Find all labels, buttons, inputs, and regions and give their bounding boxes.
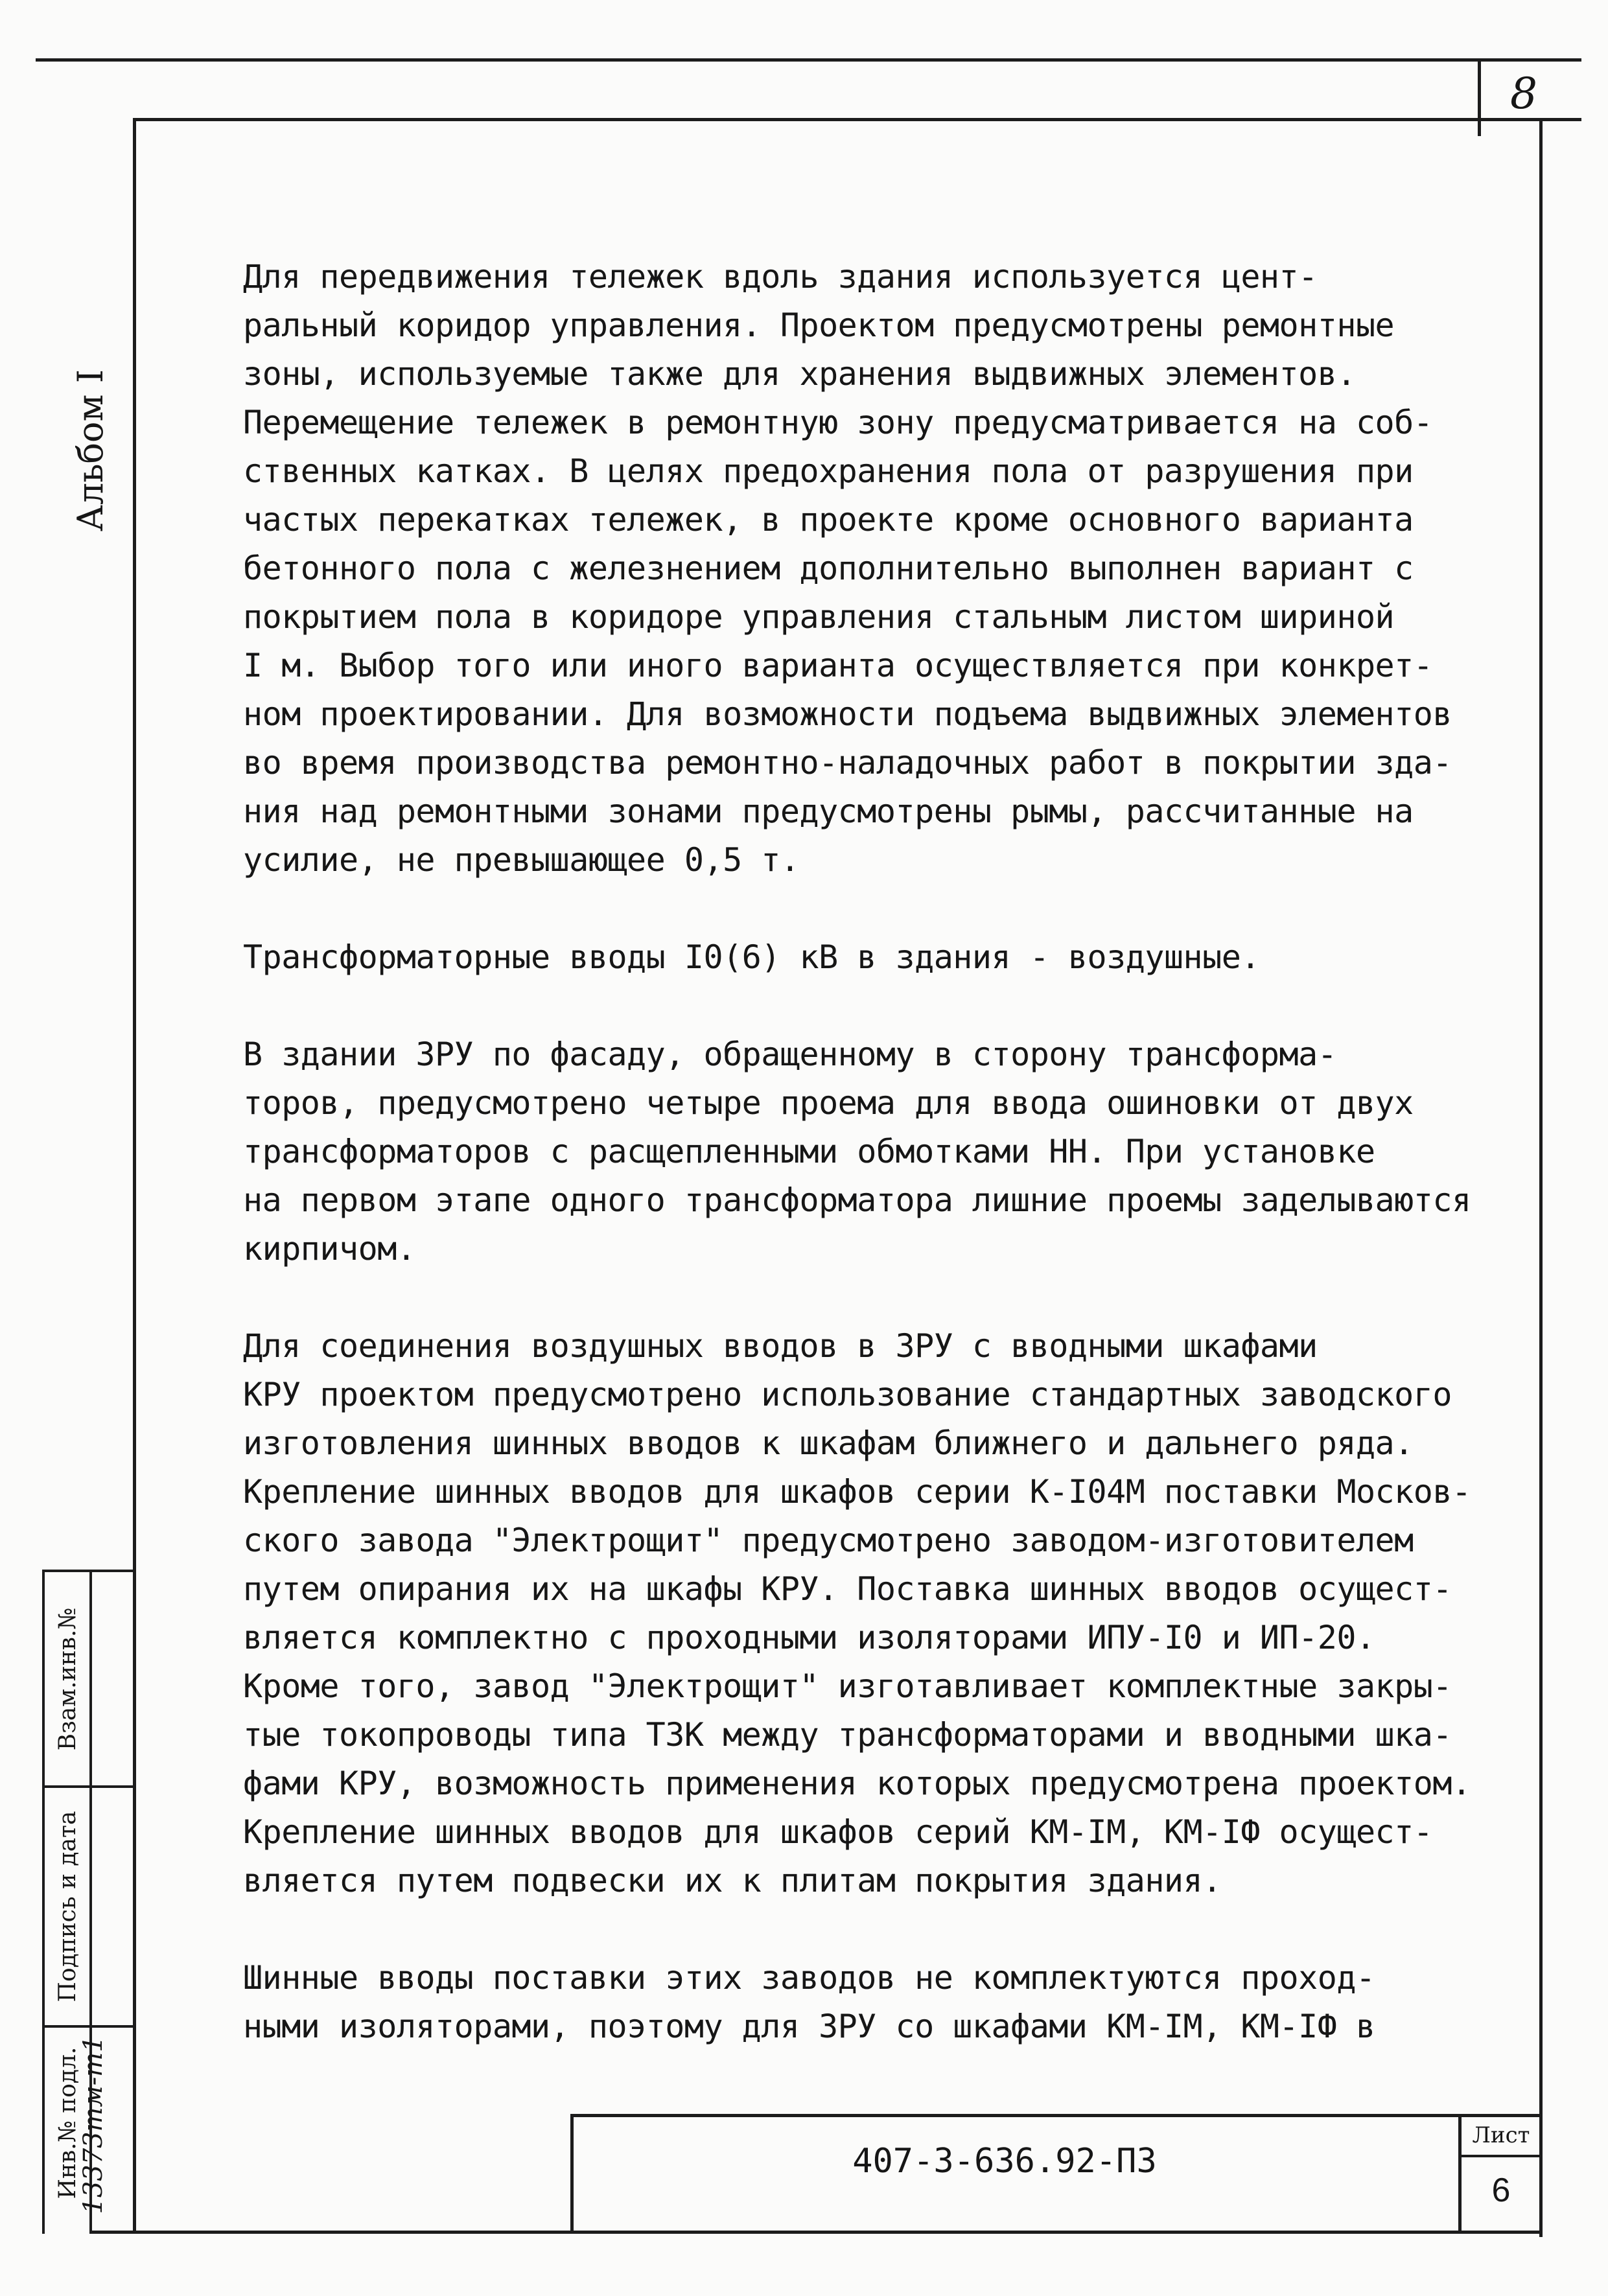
stamp-signature-date-label: Подпись и дата bbox=[54, 1811, 81, 2002]
sheet-cell-left bbox=[1458, 2114, 1462, 2234]
text-line: Крепление шинных вводов для шкафов серий КМ-IМ, КМ-IФ осущест- bbox=[243, 1813, 1433, 1851]
text-line: Перемещение тележек в ремонтную зону предусматривается на соб- bbox=[243, 404, 1433, 441]
text-line: ном проектировании. Для возможности подъема выдвижных элементов bbox=[243, 695, 1452, 733]
text-line: изготовления шинных вводов к шкафам ближнего и дальнего ряда. bbox=[243, 1424, 1414, 1462]
text-line: КРУ проектом предусмотрено использование стандартных заводского bbox=[243, 1376, 1452, 1413]
text-line: Для передвижения тележек вдоль здания используется цент- bbox=[243, 258, 1318, 296]
text-line: тые токопроводы типа ТЗК между трансформаторами и вводными шка- bbox=[243, 1716, 1452, 1754]
text-line: трансформаторов с расщепленными обмотками НН. При установке bbox=[243, 1133, 1375, 1170]
album-label: Альбом I bbox=[70, 369, 111, 532]
text-line: частых перекатках тележек, в проекте кроме основного варианта bbox=[243, 501, 1414, 539]
sheet-cell-divider bbox=[1458, 2155, 1543, 2157]
text-line: Шинные вводы поставки этих заводов не комплектуются проход- bbox=[243, 1959, 1375, 1997]
title-block-left bbox=[570, 2114, 574, 2234]
text-line: бетонного пола с железнением дополнительно выполнен вариант с bbox=[243, 550, 1414, 587]
text-line: усилие, не превышающее 0,5 т. bbox=[243, 841, 800, 879]
text-line: вляется путем подвески их к плитам покрытия здания. bbox=[243, 1862, 1222, 1899]
text-line: торов, предусмотрено четыре проема для ввода ошиновки от двух bbox=[243, 1084, 1414, 1122]
frame-bottom bbox=[91, 2231, 1543, 2234]
text-line: Кроме того, завод "Электрощит" изготавливает комплектные закры- bbox=[243, 1667, 1452, 1705]
sheet-number: 6 bbox=[1491, 2172, 1511, 2209]
text-line: зоны, используемые также для хранения выдвижных элементов. bbox=[243, 355, 1356, 393]
text-line: покрытием пола в коридоре управления стальным листом шириной bbox=[243, 598, 1395, 636]
stamp-replacement-inv-label: Взам.инв.№ bbox=[54, 1607, 81, 1751]
text-line: на первом этапе одного трансформатора лишние проемы заделываются bbox=[243, 1181, 1471, 1219]
stamp-inventory-number: 13373тм-т1 bbox=[78, 2035, 108, 2214]
text-line: кирпичом. bbox=[243, 1230, 416, 1268]
text-line: во время производства ремонтно-наладочных работ в покрытии зда- bbox=[243, 744, 1452, 782]
text-line: ственных катках. В целях предохранения пола от разрушения при bbox=[243, 452, 1414, 490]
top-rule bbox=[36, 58, 1581, 62]
frame-top bbox=[133, 118, 1581, 121]
text-line: Для соединения воздушных вводов в ЗРУ с вводными шкафами bbox=[243, 1327, 1318, 1365]
sheet-label: Лист bbox=[1472, 2122, 1530, 2148]
text-line: Крепление шинных вводов для шкафов серии К-I04М поставки Москов- bbox=[243, 1473, 1471, 1511]
document-code: 407-3-636.92-ПЗ bbox=[852, 2142, 1157, 2181]
page-number: 8 bbox=[1510, 69, 1537, 119]
title-block-top bbox=[570, 2114, 1543, 2117]
page-number-box-left bbox=[1478, 58, 1481, 136]
text-line: В здании ЗРУ по фасаду, обращенному в сторону трансформа- bbox=[243, 1036, 1337, 1073]
text-line: фами КРУ, возможность применения которых предусмотрена проектом. bbox=[243, 1765, 1471, 1802]
frame-right bbox=[1539, 118, 1543, 2237]
text-line: ральный коридор управления. Проектом предусмотрены ремонтные bbox=[243, 307, 1395, 344]
text-line: путем опирания их на шкафы КРУ. Поставка шинных вводов осущест- bbox=[243, 1570, 1452, 1608]
text-line: вляется комплектно с проходными изоляторами ИПУ-I0 и ИП-20. bbox=[243, 1619, 1375, 1656]
text-line: Трансформаторные вводы I0(6) кВ в здания - воздушные. bbox=[243, 938, 1260, 976]
stamp-inventory-label: Инв.№ подл. bbox=[54, 2047, 81, 2199]
text-line: ными изоляторами, поэтому для ЗРУ со шкафами КМ-IМ, КМ-IФ в bbox=[243, 2008, 1375, 2045]
text-line: ния над ремонтными зонами предусмотрены рымы, рассчитанные на bbox=[243, 793, 1414, 830]
text-line: ского завода "Электрощит" предусмотрено заводом-изготовителем bbox=[243, 1522, 1414, 1559]
frame-left bbox=[133, 118, 136, 2231]
text-line: I м. Выбор того или иного варианта осуществляется при конкрет- bbox=[243, 647, 1433, 684]
stamp-left bbox=[42, 1570, 45, 2234]
